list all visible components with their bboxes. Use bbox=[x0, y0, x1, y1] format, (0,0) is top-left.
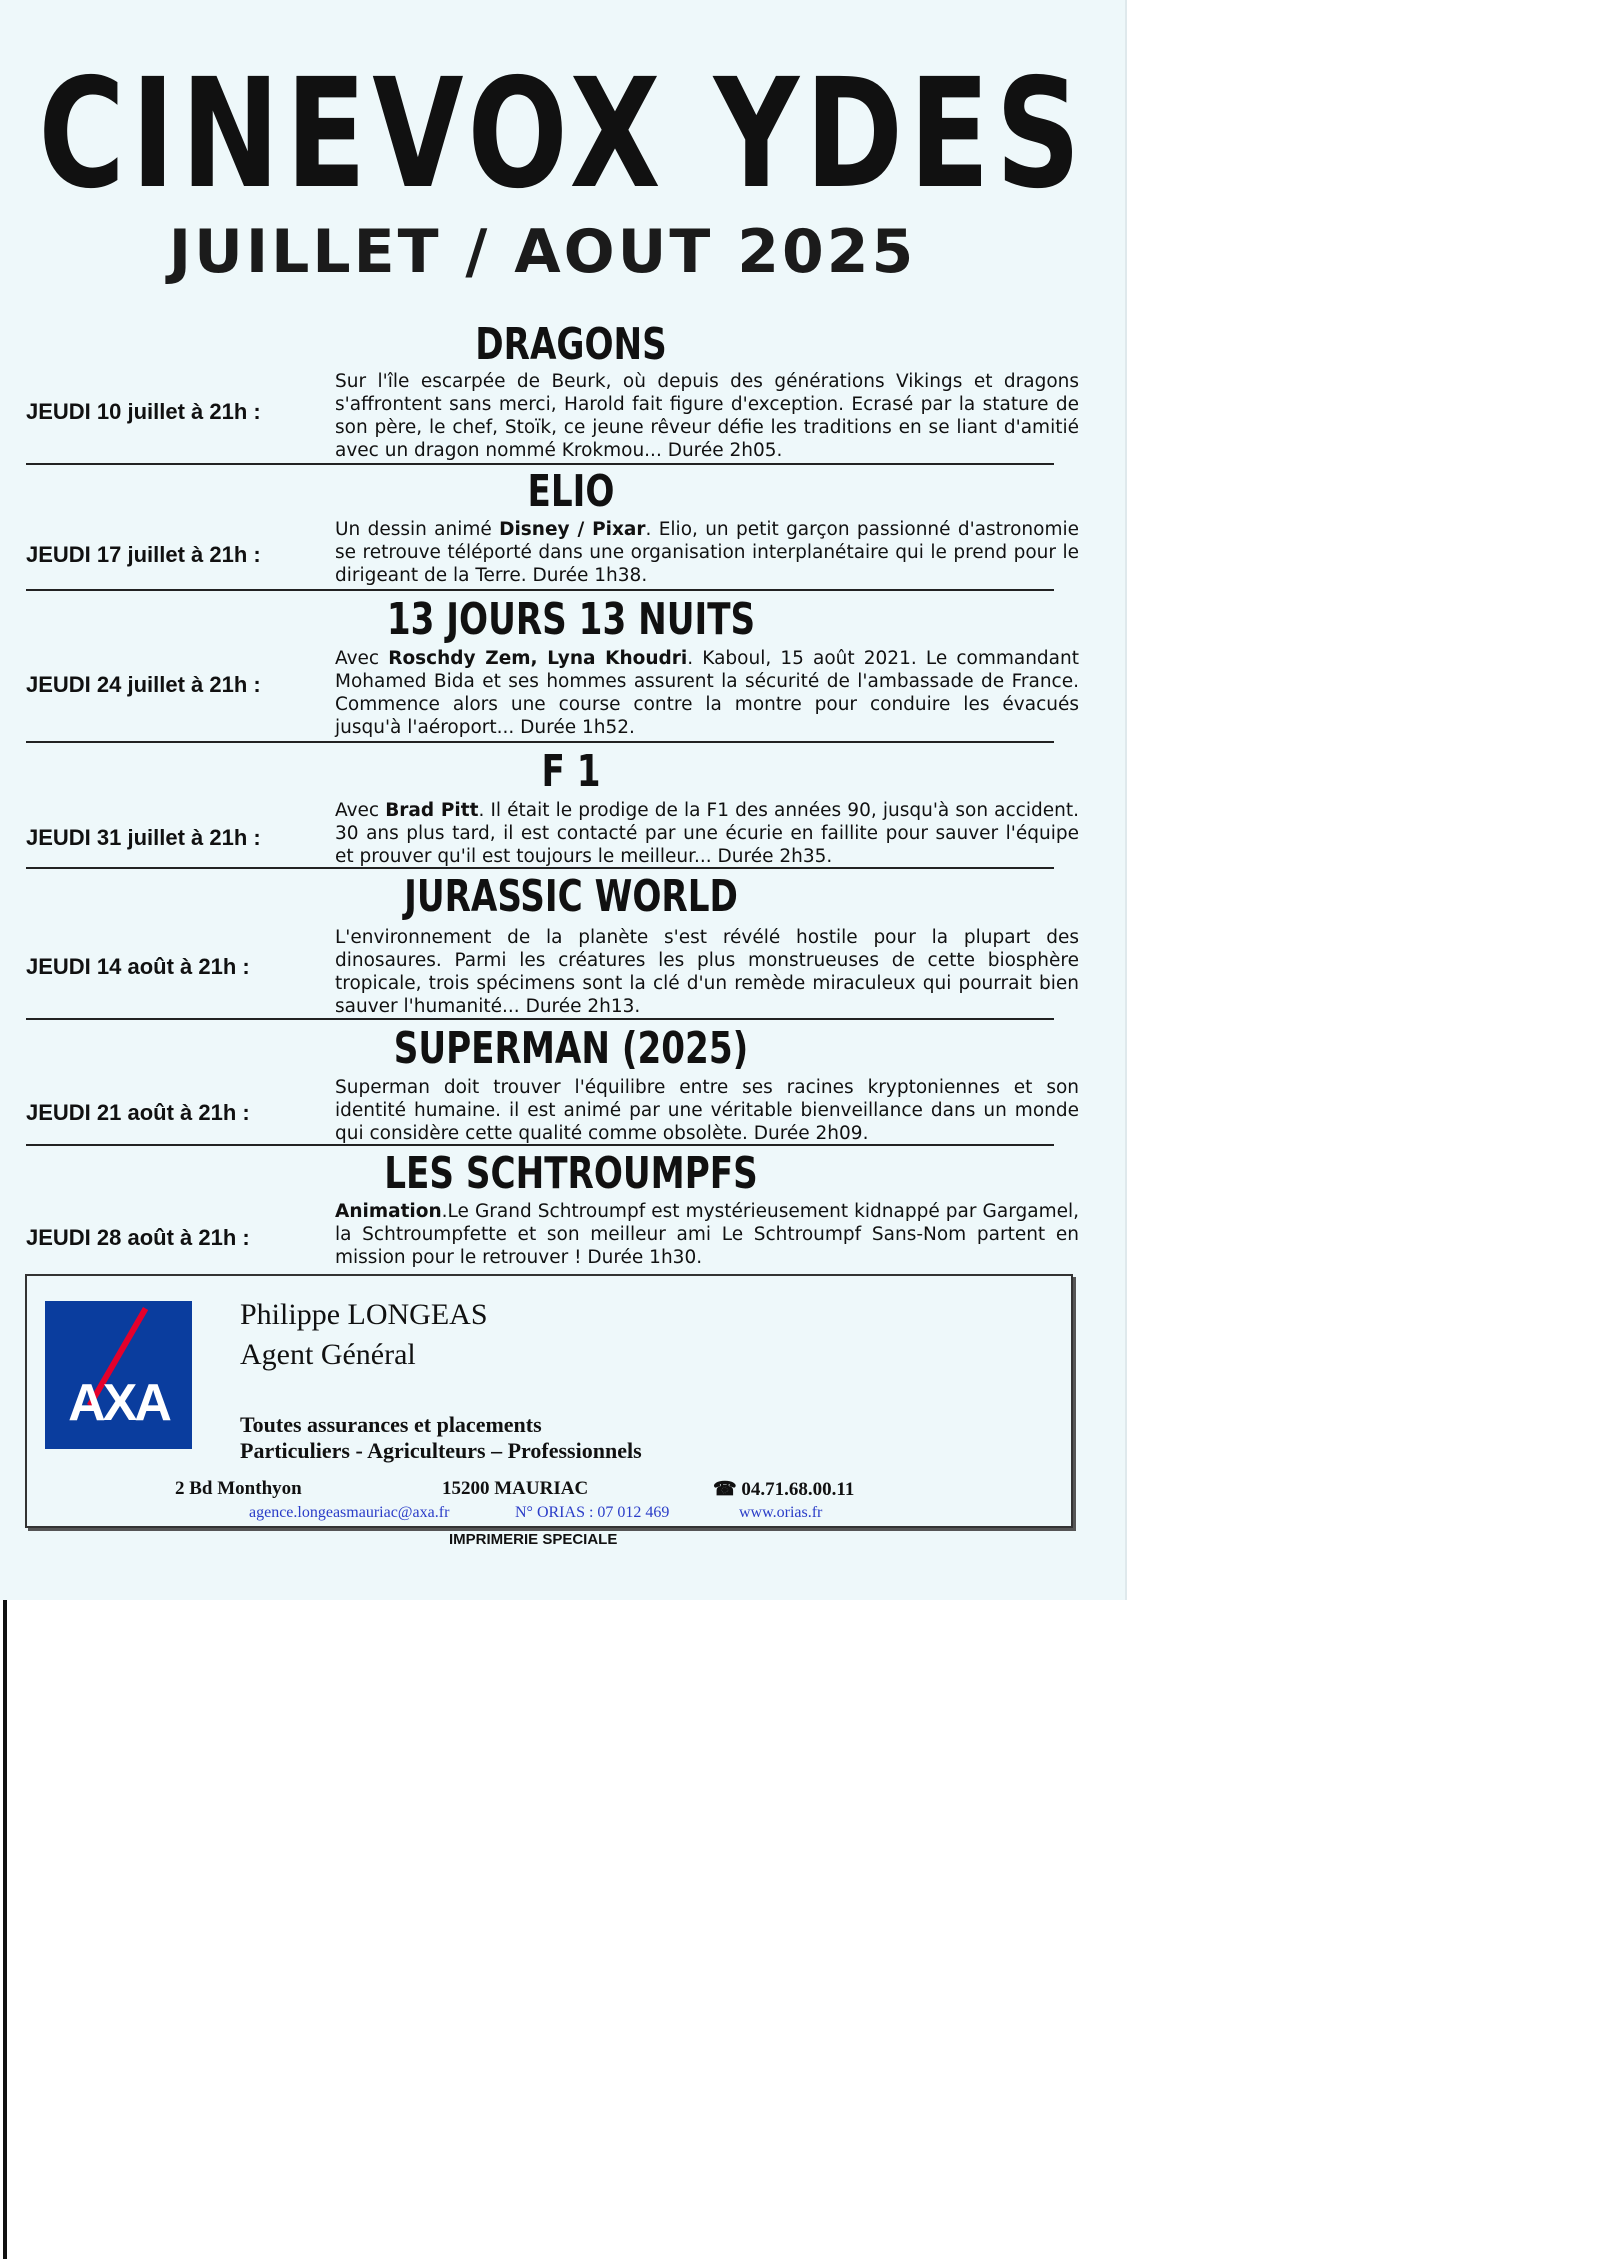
movie-title: F 1 bbox=[541, 745, 601, 797]
email-address: agence.longeasmauriac@axa.fr bbox=[249, 1504, 450, 1521]
axa-logo-text: AXA bbox=[68, 1374, 169, 1432]
agent-clients: Particuliers - Agriculteurs – Professionnels bbox=[240, 1438, 642, 1463]
sheet-edge bbox=[1125, 0, 1127, 1600]
screening-date: JEUDI 10 juillet à 21h : bbox=[26, 399, 261, 424]
movie-title: JURASSIC WORLD bbox=[404, 870, 738, 922]
phone-number: ☎ 04.71.68.00.11 bbox=[713, 1479, 855, 1500]
street-address: 2 Bd Monthyon bbox=[175, 1478, 302, 1499]
separator bbox=[26, 867, 1054, 869]
screening-date: JEUDI 14 août à 21h : bbox=[26, 954, 250, 979]
orias-number: N° ORIAS : 07 012 469 bbox=[515, 1504, 670, 1521]
screening-date: JEUDI 24 juillet à 21h : bbox=[26, 672, 261, 697]
separator bbox=[26, 1018, 1054, 1020]
agent-role: Agent Général bbox=[240, 1338, 416, 1371]
separator bbox=[26, 741, 1054, 743]
movie-description: Un dessin animé Disney / Pixar. Elio, un petit garçon passionné d'astronomie se retrouve téléporté dans une organisation interplanétaire qui le prend pour le dirigeant de la Terre. Durée 1h38. bbox=[335, 519, 1079, 586]
city-address: 15200 MAURIAC bbox=[442, 1478, 589, 1499]
orias-website: www.orias.fr bbox=[739, 1504, 823, 1521]
screening-date: JEUDI 21 août à 21h : bbox=[26, 1100, 250, 1125]
movie-description: Animation.Le Grand Schtroumpf est mystérieusement kidnappé par Gargamel, la Schtroumpfette et son meilleur ami Le Schtroumpf Sans-Nom partent en mission pour le retrouver ! Durée 1h30. bbox=[335, 1201, 1079, 1268]
printer-label: IMPRIMERIE SPECIALE bbox=[449, 1531, 618, 1548]
separator bbox=[26, 589, 1054, 591]
axa-logo bbox=[45, 1301, 192, 1449]
movie-description: Avec Roschdy Zem, Lyna Khoudri. Kaboul, 15 août 2021. Le commandant Mohamed Bida et ses hommes assurent la sécurité de l'ambassade de France. Commence alors une course contre la montre pour conduire les évacués jusqu'à l'aéroport... Durée 1h52. bbox=[335, 648, 1079, 738]
cinema-title: CINEVOX YDES bbox=[38, 45, 1087, 222]
movie-description: L'environnement de la planète s'est révélé hostile pour la plupart des dinosaures. Parmi les créatures les plus monstrueuses de cette biosphère tropicale, trois spécimens sont la clé d'un remède miraculeux qui pourrait bien sauver l'humanité... Durée 2h13. bbox=[335, 927, 1079, 1017]
movie-title: SUPERMAN (2025) bbox=[393, 1022, 749, 1074]
screening-date: JEUDI 17 juillet à 21h : bbox=[26, 542, 261, 567]
movie-title: ELIO bbox=[527, 465, 615, 517]
emphasis: Brad Pitt bbox=[385, 800, 479, 821]
agent-name: Philippe LONGEAS bbox=[240, 1298, 488, 1331]
movie-title: DRAGONS bbox=[475, 318, 667, 370]
emphasis: Animation bbox=[335, 1201, 442, 1222]
screening-date: JEUDI 31 juillet à 21h : bbox=[26, 825, 261, 850]
movie-description: Superman doit trouver l'équilibre entre ses racines kryptoniennes et son identité humaine. il est animé par une véritable bienveillance dans un monde qui considère cette qualité comme obsolète. Durée 2h09. bbox=[335, 1077, 1079, 1144]
sponsor-advert bbox=[25, 1274, 1073, 1528]
period-subtitle: JUILLET / AOUT 2025 bbox=[168, 217, 917, 287]
agent-services: Toutes assurances et placements bbox=[240, 1412, 542, 1437]
emphasis: Roschdy Zem, Lyna Khoudri bbox=[388, 648, 688, 669]
screening-date: JEUDI 28 août à 21h : bbox=[26, 1225, 250, 1250]
flyer-sheet bbox=[0, 0, 1125, 1600]
scan-shadow-line bbox=[3, 1600, 7, 2259]
separator bbox=[26, 1144, 1054, 1146]
movie-description: Sur l'île escarpée de Beurk, où depuis des générations Vikings et dragons s'affrontent sans merci, Harold fait figure d'exception. Ecrasé par la stature de son père, le chef, Stoïk, ce jeune rêveur défie les traditions en se liant d'amitié avec un dragon nommé Krokmou... Durée 2h05. bbox=[335, 371, 1079, 461]
emphasis: Disney / Pixar bbox=[499, 519, 646, 540]
movie-title: 13 JOURS 13 NUITS bbox=[386, 593, 756, 645]
movie-description: Avec Brad Pitt. Il était le prodige de la F1 des années 90, jusqu'à son accident. 30 ans plus tard, il est contacté par une écurie en faillite pour sauver l'équipe et prouver qu'il est toujours le meilleur... Durée 2h35. bbox=[335, 800, 1079, 867]
movie-title: LES SCHTROUMPFS bbox=[384, 1147, 758, 1199]
